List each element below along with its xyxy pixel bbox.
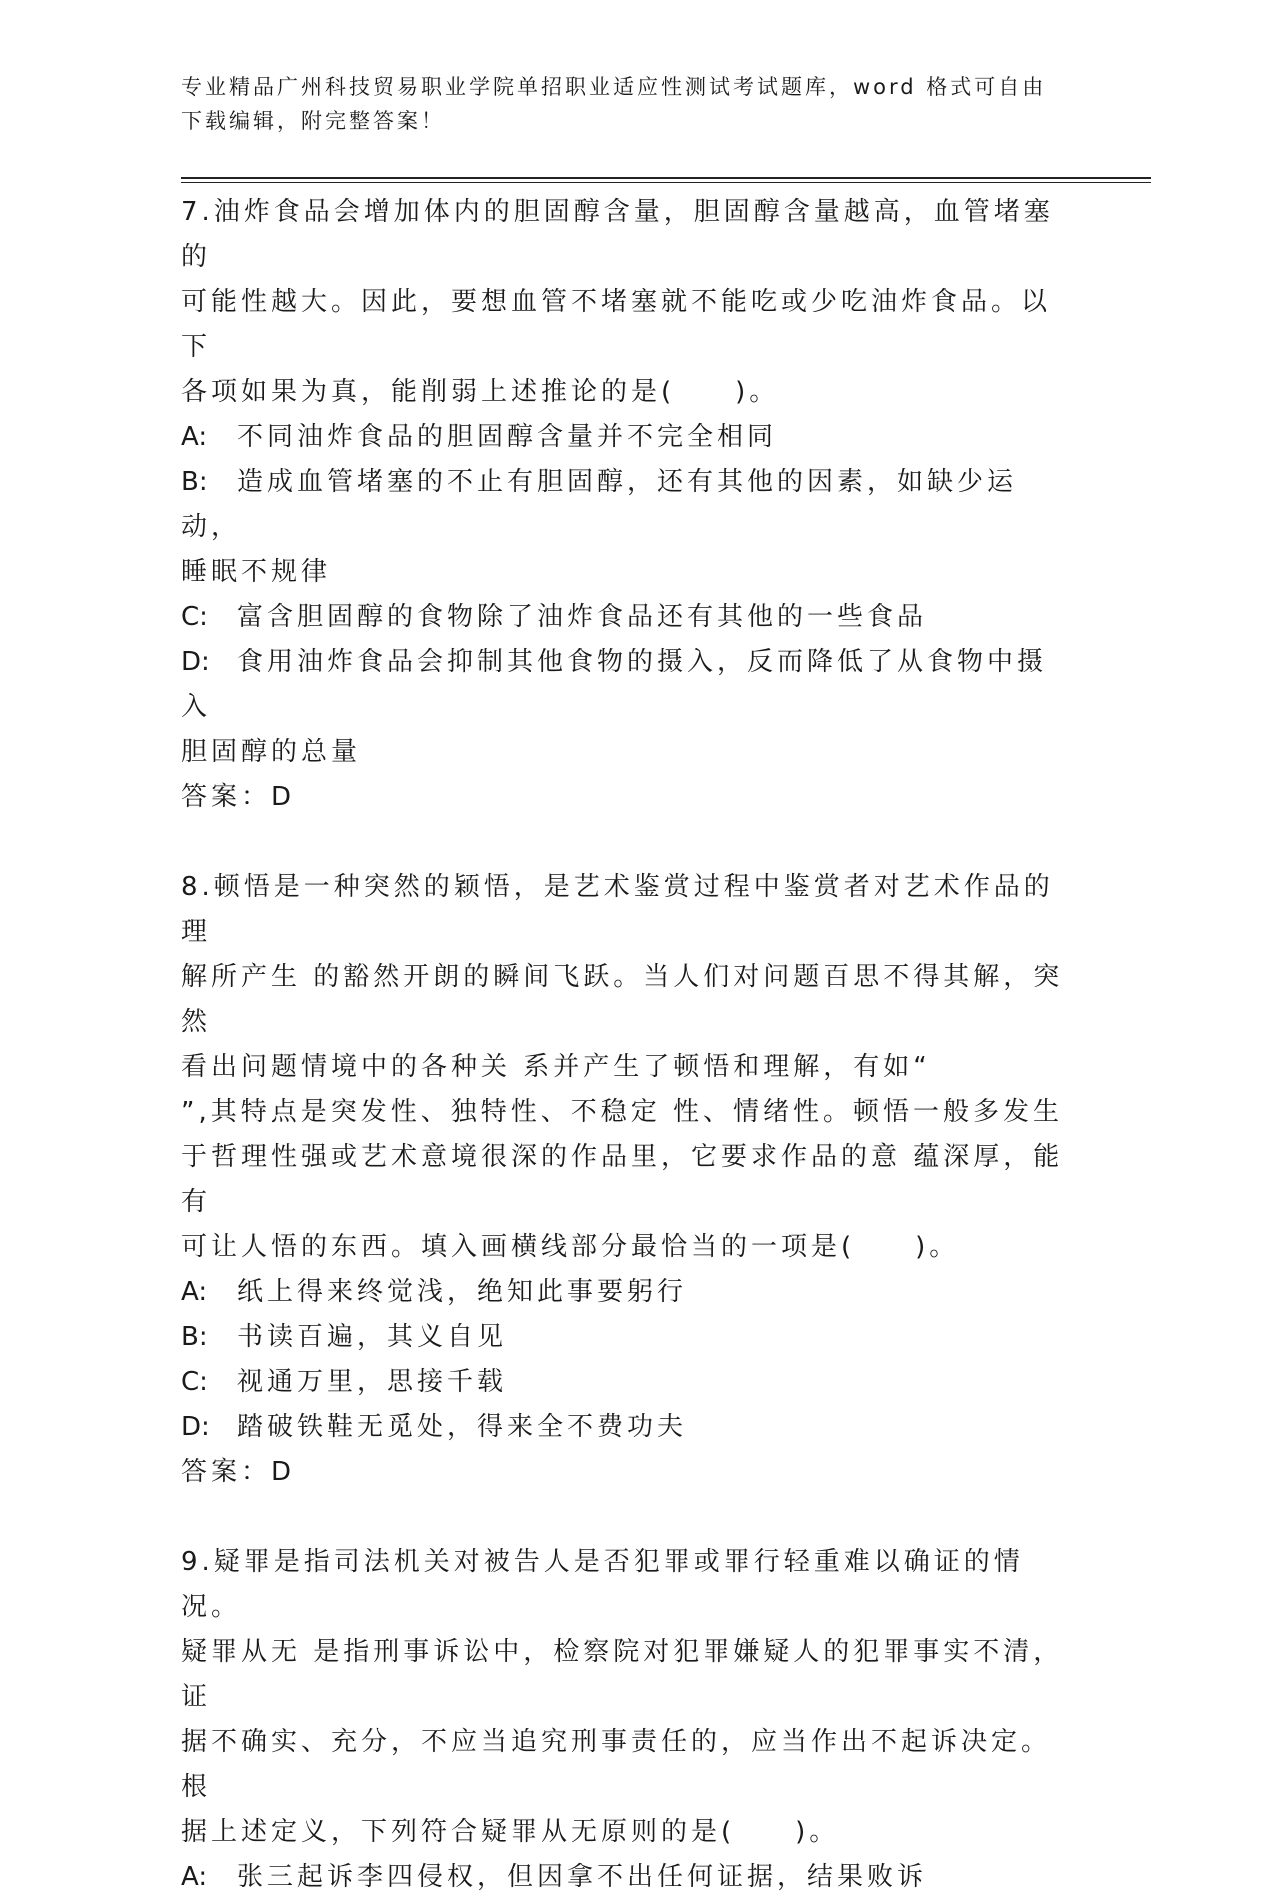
option-b: [181, 460, 1071, 550]
option-key: A:: [181, 422, 208, 452]
option-a: [181, 1855, 1071, 1900]
option-d: [181, 640, 1071, 730]
question-stem-line: 解所产生 的豁然开朗的瞬间飞跃。当人们对问题百思不得其解，突然: [181, 962, 1064, 1037]
question-stem-line: 各项如果为真，能削弱上述推论的是( )。: [181, 377, 780, 407]
option-text: 富含胆固醇的食物除了油炸食品还有其他的一些食品: [237, 602, 928, 632]
option-a: [181, 415, 1071, 460]
question-stem-line: 可能性越大。因此，要想血管不堵塞就不能吃或少吃油炸食品。以下: [181, 287, 1052, 362]
option-text: 书读百遍，其义自见: [237, 1322, 508, 1352]
question-stem-line: 疑罪从无 是指刑事诉讼中，检察院对犯罪嫌疑人的犯罪事实不清，证: [181, 1637, 1064, 1712]
answer-line: 答案：D: [181, 782, 296, 812]
option-c: [181, 595, 1071, 640]
question-stem-line: 据不确实、充分，不应当追究刑事责任的，应当作出不起诉决定。根: [181, 1727, 1052, 1802]
option-d-continued: 胆固醇的总量: [181, 737, 362, 767]
question-stem-line: 8.顿悟是一种突然的颖悟，是艺术鉴赏过程中鉴赏者对艺术作品的理: [181, 872, 1054, 947]
question-stem-line: 于哲理性强或艺术意境很深的作品里，它要求作品的意 蕴深厚，能有: [181, 1142, 1064, 1217]
option-text: 张三起诉李四侵权，但因拿不出任何证据，结果败诉: [237, 1862, 928, 1892]
question-8: [181, 865, 1071, 1495]
option-key: A:: [181, 1862, 208, 1892]
option-key: B:: [181, 1322, 208, 1352]
option-key: C:: [181, 1367, 208, 1397]
question-stem-line: 9.疑罪是指司法机关对被告人是否犯罪或罪行轻重难以确证的情况。: [181, 1547, 1024, 1622]
option-key: B:: [181, 467, 208, 497]
header-line-1: 专业精品广州科技贸易职业学院单招职业适应性测试考试题库，word 格式可自由: [181, 75, 1047, 99]
question-list: [181, 190, 1071, 1900]
option-text: 食用油炸食品会抑制其他食物的摄入，反而降低了从食物中摄入: [181, 647, 1048, 722]
document-header: [181, 70, 1061, 138]
question-stem-line: ”,其特点是突发性、独特性、不稳定 性、情绪性。顿悟一般多发生: [181, 1097, 1063, 1127]
question-stem-line: 可让人悟的东西。填入画横线部分最恰当的一项是( )。: [181, 1232, 960, 1262]
question-stem-line: 看出问题情境中的各种关 系并产生了顿悟和理解，有如“: [181, 1052, 931, 1082]
question-7: [181, 190, 1071, 820]
header-line-2: 下载编辑，附完整答案！: [181, 109, 445, 133]
option-key: A:: [181, 1277, 208, 1307]
option-text: 造成血管堵塞的不止有胆固醇，还有其他的因素，如缺少运动，: [181, 467, 1018, 542]
option-text: 视通万里，思接千载: [237, 1367, 508, 1397]
header-divider-thick: [181, 177, 1151, 179]
option-key: C:: [181, 602, 208, 632]
header-divider-thin: [181, 182, 1151, 183]
option-key: D:: [181, 647, 210, 677]
option-b: [181, 1315, 1071, 1360]
option-text: 踏破铁鞋无觅处，得来全不费功夫: [237, 1412, 688, 1442]
option-d: [181, 1405, 1071, 1450]
option-text: 不同油炸食品的胆固醇含量并不完全相同: [237, 422, 778, 452]
option-key: D:: [181, 1412, 210, 1442]
option-text: 纸上得来终觉浅，绝知此事要躬行: [237, 1277, 688, 1307]
answer-line: 答案：D: [181, 1457, 296, 1487]
question-9: [181, 1540, 1071, 1900]
option-b-continued: 睡眠不规律: [181, 557, 332, 587]
question-stem-line: 7.油炸食品会增加体内的胆固醇含量，胆固醇含量越高，血管堵塞的: [181, 197, 1054, 272]
option-c: [181, 1360, 1071, 1405]
option-a: [181, 1270, 1071, 1315]
question-stem-line: 据上述定义，下列符合疑罪从无原则的是( )。: [181, 1817, 840, 1847]
